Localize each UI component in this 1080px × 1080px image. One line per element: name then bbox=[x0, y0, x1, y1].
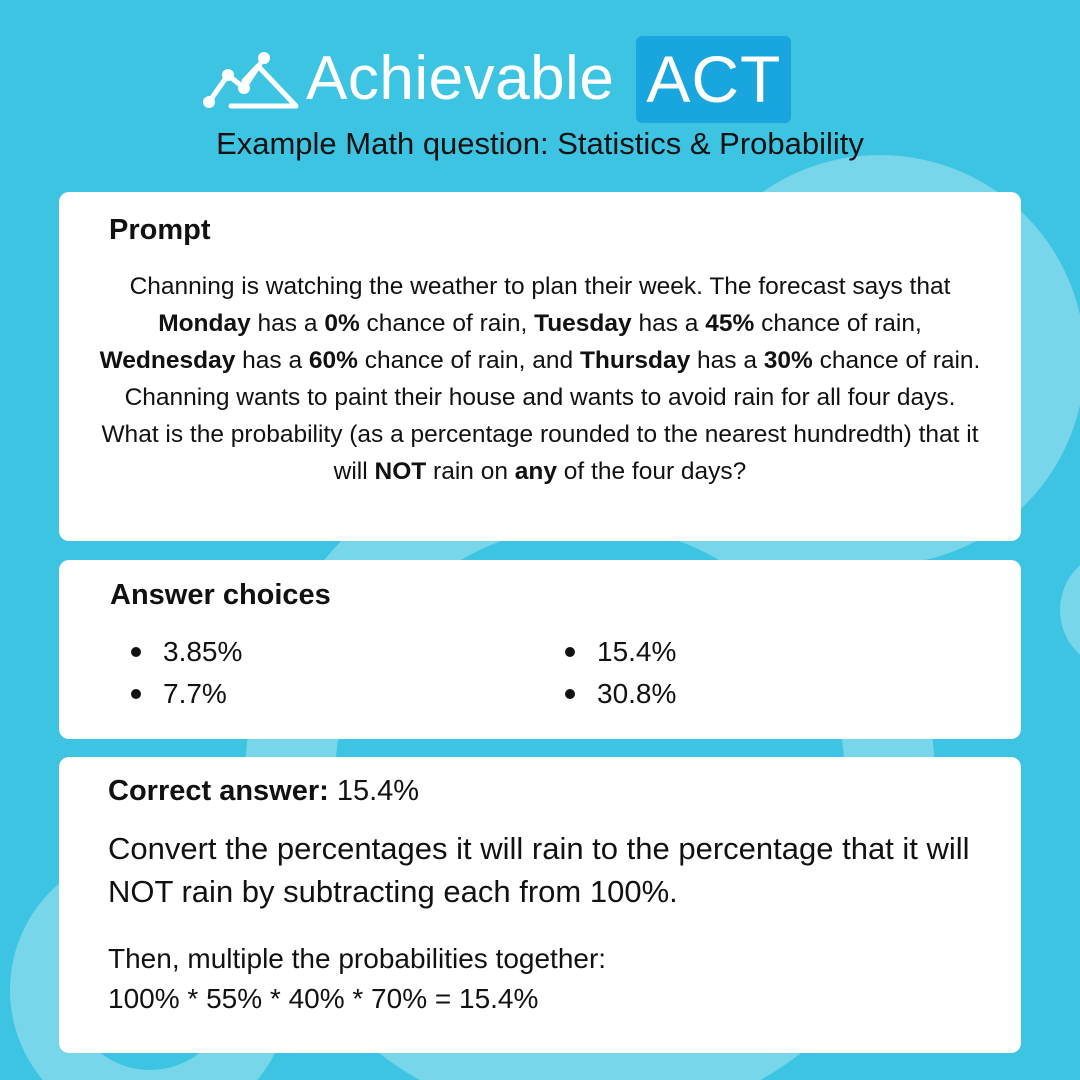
correct-answer-label: Correct answer: bbox=[108, 775, 329, 807]
prompt-emphasis: 0% bbox=[324, 310, 360, 337]
answer-choice-label: 3.85% bbox=[163, 636, 243, 667]
bullet-icon bbox=[565, 647, 575, 657]
answer-choice bbox=[565, 633, 965, 671]
prompt-text-segment: Channing is watching the weather to plan their week. The forecast says that bbox=[129, 273, 951, 300]
prompt-emphasis: Thursday bbox=[579, 347, 691, 374]
explanation-step-2 bbox=[108, 939, 981, 1019]
bullet-icon bbox=[565, 689, 575, 699]
explanation-step-2-text: Then, multiple the probabilities together: bbox=[108, 943, 607, 974]
prompt-card bbox=[59, 192, 1021, 541]
explanation-calculation: 100% * 55% * 40% * 70% = 15.4% bbox=[108, 983, 539, 1014]
prompt-emphasis: Tuesday bbox=[534, 310, 632, 337]
page-subtitle: Example Math question: Statistics & Probability bbox=[216, 126, 864, 161]
brand-name: Achievable bbox=[306, 44, 615, 113]
answer-choices-title: Answer choices bbox=[110, 579, 331, 611]
answer-choice bbox=[131, 633, 565, 671]
prompt-emphasis: any bbox=[514, 458, 557, 485]
prompt-emphasis: 45% bbox=[705, 310, 755, 337]
prompt-emphasis: Wednesday bbox=[99, 347, 236, 374]
prompt-text-segment: chance of rain, bbox=[359, 310, 535, 337]
prompt-text-segment: has a bbox=[250, 310, 325, 337]
answer-choice-label: 7.7% bbox=[163, 678, 227, 709]
answer-choices-card bbox=[59, 560, 1021, 739]
answer-choice bbox=[565, 675, 965, 713]
header bbox=[0, 0, 1080, 180]
answer-choice bbox=[131, 675, 565, 713]
correct-answer-card bbox=[59, 757, 1021, 1053]
correct-answer-line bbox=[108, 775, 419, 808]
prompt-emphasis: Monday bbox=[158, 310, 251, 337]
prompt-text-segment: has a bbox=[690, 347, 764, 374]
prompt-text-segment: chance of rain, and bbox=[357, 347, 580, 374]
prompt-emphasis: 30% bbox=[763, 347, 813, 374]
logo bbox=[200, 35, 791, 123]
correct-answer-value: 15.4% bbox=[328, 775, 420, 807]
prompt-text-segment: has a bbox=[631, 310, 706, 337]
prompt-text-segment: rain on bbox=[426, 458, 515, 485]
answer-choice-label: 30.8% bbox=[597, 678, 677, 709]
bullet-icon bbox=[131, 647, 141, 657]
answer-choice-label: 15.4% bbox=[597, 636, 677, 667]
prompt-text-segment: has a bbox=[235, 347, 309, 374]
prompt-text bbox=[99, 268, 981, 490]
bullet-icon bbox=[131, 689, 141, 699]
answer-choices-list bbox=[131, 633, 991, 713]
prompt-emphasis: 60% bbox=[308, 347, 358, 374]
act-badge: ACT bbox=[636, 36, 791, 123]
prompt-text-segment: of the four days? bbox=[556, 458, 747, 485]
prompt-text-segment: chance of rain, bbox=[754, 310, 922, 337]
chart-mountain-icon bbox=[200, 46, 300, 112]
prompt-emphasis: NOT bbox=[374, 458, 427, 485]
prompt-text-segment: chance of rain. Channing wants to paint their house and wants to avoid rain for all four days. What is the probability (as a percentage rounded to the nearest hundredth) that it will bbox=[101, 347, 981, 485]
prompt-title: Prompt bbox=[109, 214, 211, 246]
explanation-step-1: Convert the percentages it will rain to the percentage that it will NOT rain by subtracting each from 100%. bbox=[108, 831, 970, 909]
